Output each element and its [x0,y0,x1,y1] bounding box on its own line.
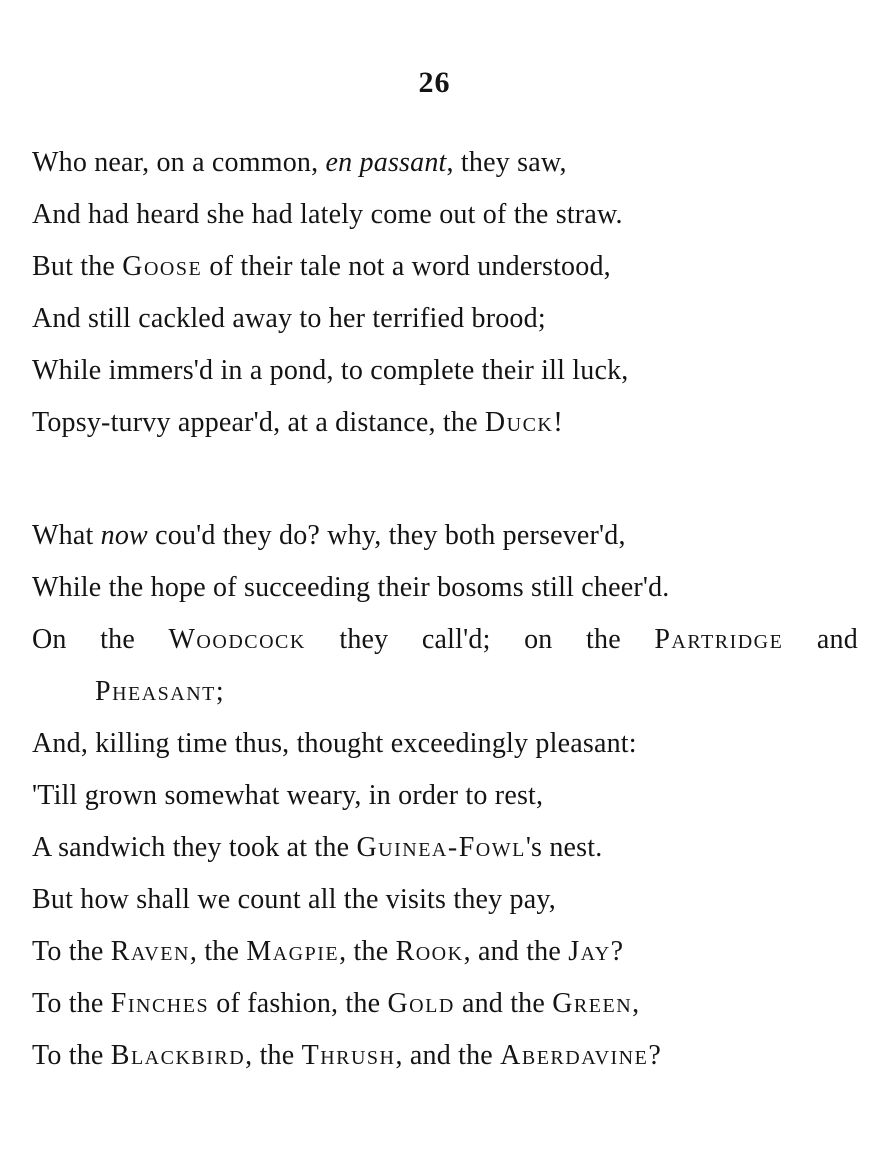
bird-name: Partridge [654,624,784,655]
verse-line: And had heard she had lately come out of the straw. [32,199,623,230]
verse-line: While the hope of succeeding their bosoms still cheer'd. [32,572,670,603]
bird-name: Gold [387,988,455,1019]
stanza-1 [32,137,862,449]
verse-line: But how shall we count all the visits they pay, [32,884,556,915]
bird-name: Raven [110,936,190,967]
bird-name: Pheasant [95,676,216,707]
bird-name: Jay [568,936,611,967]
verse-line: To the Finches of fashion, the Gold and the Green, [32,988,640,1019]
verse-line: Topsy-turvy appear'd, at a distance, the Duck! [32,407,563,438]
bird-name: Rook [395,936,464,967]
stanza-2 [32,510,862,1082]
bird-name: Aberdavine [500,1040,649,1071]
verse-line: While immers'd in a pond, to complete their ill luck, [32,355,629,386]
verse-line: But the Goose of their tale not a word understood, [32,251,611,282]
italic-word: now [100,520,148,551]
verse-line: And, killing time thus, thought exceedingly pleasant: [32,728,637,759]
bird-name: Goose [122,251,203,282]
page-number: 26 [418,66,451,99]
bird-name: Duck [484,407,554,438]
italic-phrase: en passant [325,147,447,178]
verse-line: On the Woodcock they call'd; on the Partridge and [32,614,858,666]
verse-line: 'Till grown somewhat weary, in order to rest, [32,780,544,811]
verse-line: And still cackled away to her terrified brood; [32,303,546,334]
bird-name: Guinea-Fowl [356,832,526,863]
bird-name: Blackbird [110,1040,246,1071]
verse-line-continuation: Pheasant; [95,676,224,707]
verse-line: What now cou'd they do? why, they both persever'd, [32,520,626,551]
verse-line: To the Raven, the Magpie, the Rook, and the Jay? [32,936,624,967]
bird-name: Thrush [301,1040,396,1071]
bird-name: Green [552,988,633,1019]
verse-line: A sandwich they took at the Guinea-Fowl's nest. [32,832,603,863]
bird-name: Magpie [246,936,340,967]
bird-name: Woodcock [168,624,306,655]
verse-line: Who near, on a common, en passant, they saw, [32,147,567,178]
verse-line: To the Blackbird, the Thrush, and the Aberdavine? [32,1040,661,1071]
bird-name: Finches [110,988,210,1019]
